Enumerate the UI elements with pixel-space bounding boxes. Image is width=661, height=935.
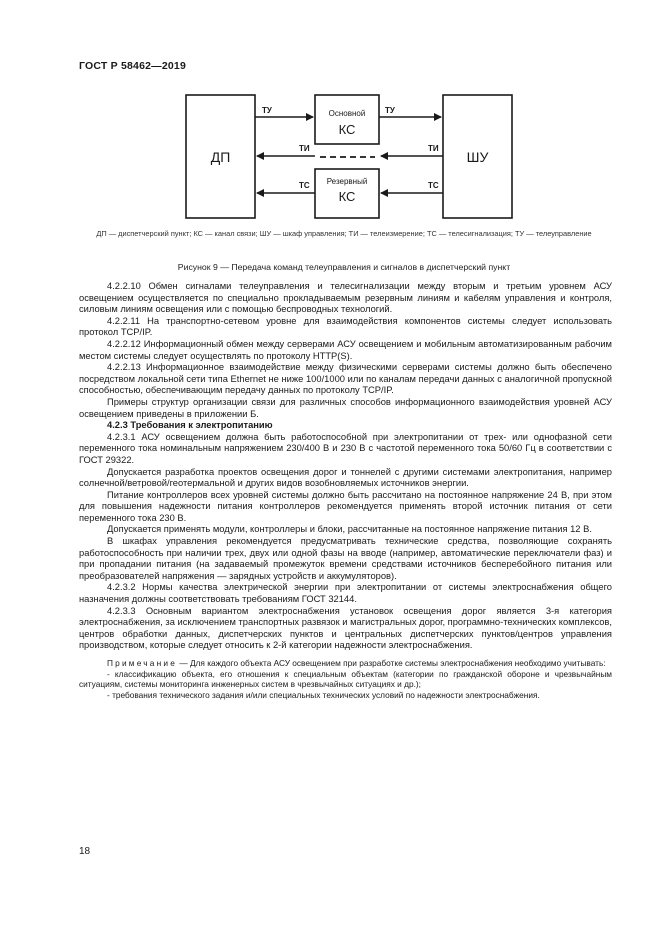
paragraph-4-2-2-12: 4.2.2.12 Информационный обмен между серверами АСУ освещением и мобильным автоматизированным рабочим местом системы следует осуществлять по протоколу HTTP(S). bbox=[79, 338, 612, 361]
ti-label-right: ТИ bbox=[428, 144, 439, 153]
section-heading-4-2-3: 4.2.3 Требования к электропитанию bbox=[107, 420, 273, 431]
note-intro bbox=[79, 658, 612, 669]
note-item-1: - классификацию объекта, его отношения к специальным объектам (категории по гражданской обороне и чрезвычайным ситуациям, системы мониторинга инженерных систем в чрезвычайных ситуациях и др.); bbox=[79, 668, 612, 690]
note-label: Примечание bbox=[107, 658, 178, 668]
paragraph-12v: Допускается применять модули, контроллеры и блоки, рассчитанные на постоянное напряжение питания 12 В. bbox=[107, 524, 592, 535]
document-header: ГОСТ Р 58462—2019 bbox=[79, 60, 187, 72]
ts-label-right: ТС bbox=[428, 181, 439, 190]
paragraph-alt-power: Допускается разработка проектов освещения дорог и тоннелей с другими системами электропитания, например солнечной/ветровой/геотермальной и других видов возобновляемых источников энергии. bbox=[79, 466, 612, 489]
tu-label-left: ТУ bbox=[262, 106, 272, 115]
body-text bbox=[79, 281, 612, 700]
paragraph-cabinets: В шкафах управления рекомендуется предусматривать технические средства, позволяющие сохранять работоспособность при наличии трех, двух или одной фазы на вводе (например, автоматические переключатели фаз) и при пропадании питания (на задаваемый промежуток времени средствами источников бесперебойного питания или преобразователей напряжения — зарядных устройств и аккумуляторов). bbox=[79, 536, 612, 581]
main-channel-caption: Основной bbox=[328, 109, 366, 118]
note-block bbox=[79, 658, 612, 700]
paragraph-4-2-3-3: 4.2.3.3 Основным вариантом электроснабжения установок освещения дорог является 3-я категория электроснабжения, за исключением транспортных развязок и магистральных дорог, программно-технических комплексов, центров обработки данных, диспетчерских пунктов и центральных диспетчерских пунктов/центров управления производством, которые следует относить к 2-й категории надежности электроснабжения. bbox=[79, 605, 612, 651]
figure-title: Рисунок 9 — Передача команд телеуправления и сигналов в диспетчерский пункт bbox=[177, 262, 511, 272]
reserve-channel-caption: Резервный bbox=[326, 177, 368, 186]
paragraph-4-2-3-1: 4.2.3.1 АСУ освещением должна быть работоспособной при электропитании от трех- или однофазной сети переменного тока номинальным напряжением 230/400 В и 230 В с частотой переменного тока 50/60 Гц в соответствии с ГОСТ 29322. bbox=[79, 431, 612, 465]
paragraph-4-2-2-10: 4.2.2.10 Обмен сигналами телеуправления и телесигнализации между вторым и третьим уровнем АСУ освещением осуществляется по специально прокладываемым резервным линиям и кабелям управления и контроля, силовым линиям освещения или с помощью беспроводных технологий. bbox=[79, 281, 612, 315]
main-channel-label: КС bbox=[338, 122, 356, 137]
paragraph-4-2-3-2: 4.2.3.2 Нормы качества электрической энергии при электропитании от системы электроснабжения общего назначения должны соответствовать требованиям ГОСТ 32144. bbox=[79, 582, 612, 605]
note-item-2: - требования технического задания и/или специальных технических условий по надежности электроснабжения. bbox=[107, 689, 540, 700]
reserve-channel-label: КС bbox=[338, 189, 356, 204]
paragraph-4-2-2-11: 4.2.2.11 На транспортно-сетевом уровне для взаимодействия компонентов системы следует использовать протокол TCP/IP. bbox=[79, 315, 612, 338]
paragraph-4-2-2-13: 4.2.2.13 Информационное взаимодействие между физическими серверами системы должно быть обеспечено посредством локальной сети типа Ethernet не ниже 100/1000 или по каналам передачи данных с аналогичной пропускной способностью, обеспечивающим передачу данных по протоколу TCP/IP. bbox=[79, 362, 612, 396]
shu-label: ШУ bbox=[466, 149, 489, 165]
ti-label-left: ТИ bbox=[299, 144, 310, 153]
paragraph-controller-power: Питание контроллеров всех уровней системы должно быть рассчитано на постоянное напряжение 24 В, при этом для повышения надежности питания контроллеров рекомендуется применять второй источник питания от сети переменного тока 230 В. bbox=[79, 489, 612, 523]
ts-label-left: ТС bbox=[299, 181, 310, 190]
tu-label-right: ТУ bbox=[385, 106, 395, 115]
note-intro-text: — Для каждого объекта АСУ освещением при разработке системы электроснабжения необходимо учитывать: bbox=[177, 658, 606, 668]
figure-diagram bbox=[0, 0, 661, 230]
paragraph-examples: Примеры структур организации связи для различных способов информационного взаимодействия уровней АСУ освещением приведены в приложении Б. bbox=[79, 396, 612, 419]
page-number: 18 bbox=[79, 846, 91, 857]
figure-legend: ДП — диспетчерский пункт; КС — канал связи; ШУ — шкаф управления; ТИ — телеизмерение; ТС — телесигнализация; ТУ — телеуправление bbox=[96, 229, 592, 238]
dp-label: ДП bbox=[210, 149, 231, 165]
